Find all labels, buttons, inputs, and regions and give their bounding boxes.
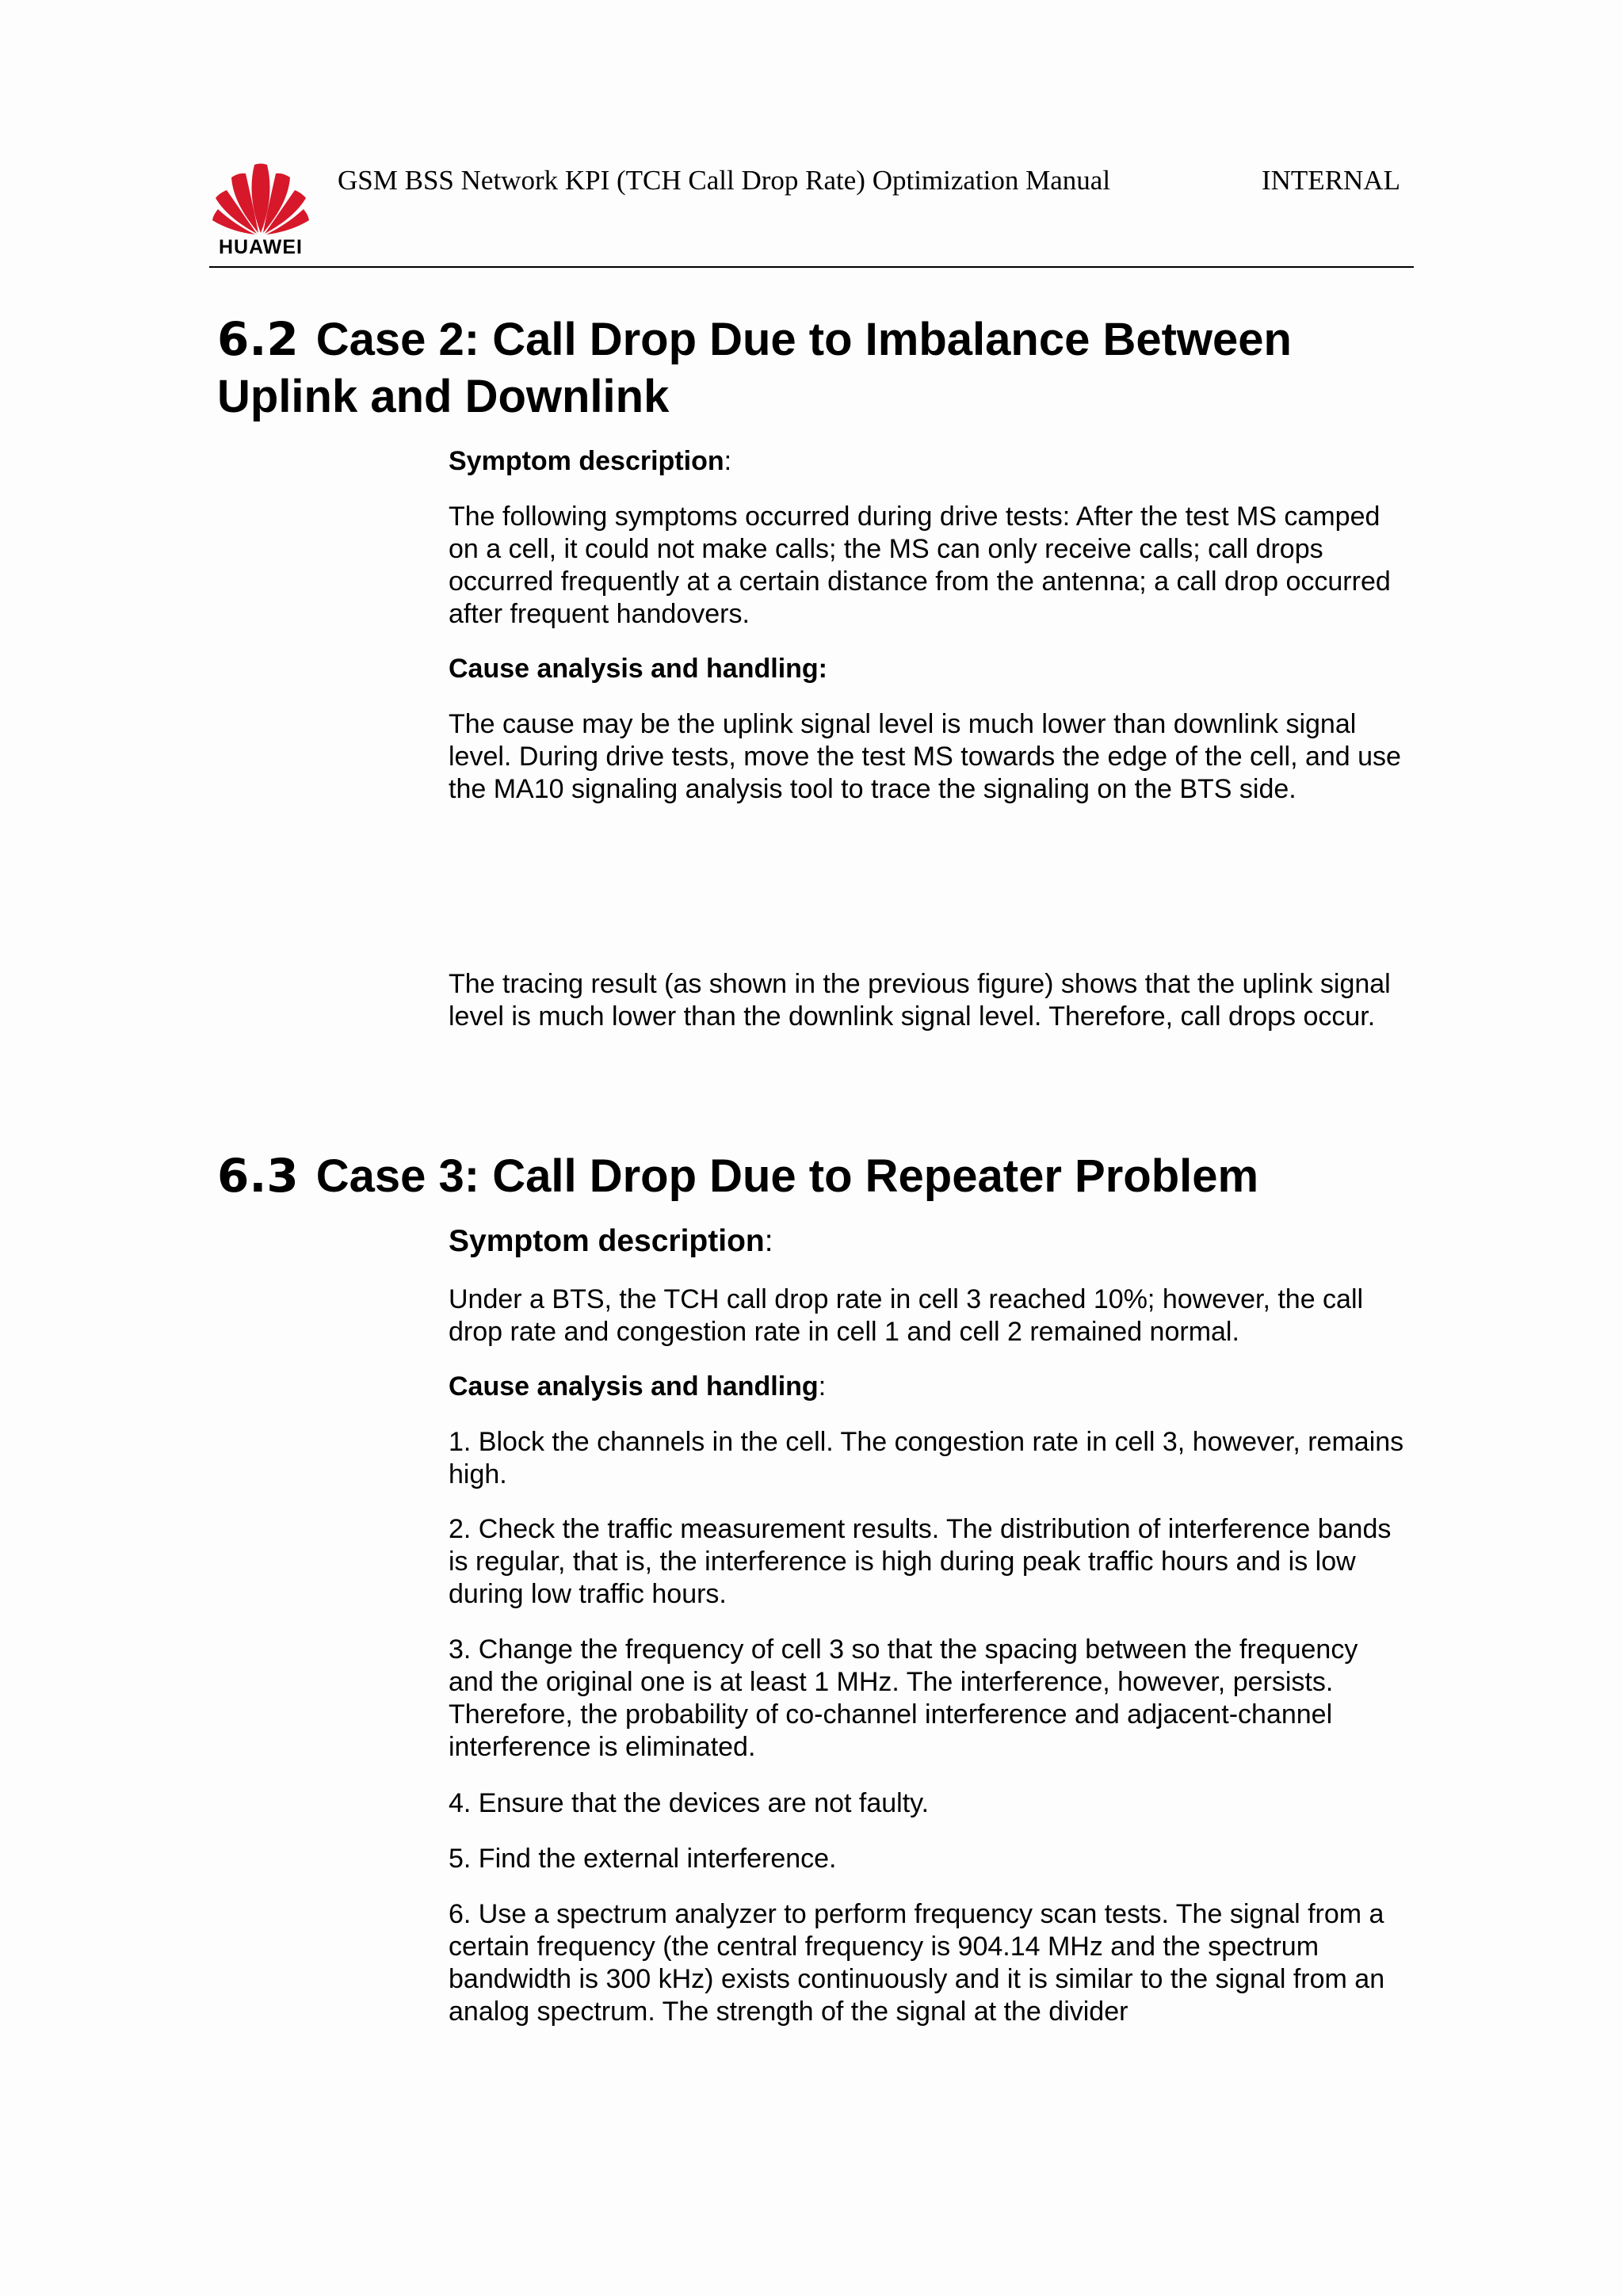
step-3: 3. Change the frequency of cell 3 so that the spacing between the frequency and the original one is at least 1 MHz. The interference, however, persists. Therefore, the probability of co-channel interference and adjacent-channel interference is eliminated. bbox=[449, 1634, 1358, 1762]
step-1: 1. Block the channels in the cell. The congestion rate in cell 3, however, remains high. bbox=[449, 1427, 1404, 1489]
header-divider bbox=[209, 266, 1414, 268]
colon: : bbox=[724, 446, 732, 476]
cause-label: Cause analysis and handling bbox=[449, 1371, 819, 1402]
colon: : bbox=[764, 1224, 773, 1258]
huawei-logo bbox=[211, 160, 311, 258]
classification-label: INTERNAL bbox=[1262, 165, 1400, 196]
cause-paragraph: The cause may be the uplink signal level is much lower than downlink signal level. During drive tests, move the test MS towards the edge of the cell, and use the MA10 signaling analysis tool to trace the signaling on the BTS side. bbox=[449, 709, 1401, 804]
colon: : bbox=[818, 1371, 827, 1402]
symptom-paragraph: Under a BTS, the TCH call drop rate in cell 3 reached 10%; however, the call drop rate and congestion rate in cell 1 and cell 2 remained normal. bbox=[449, 1284, 1364, 1347]
step-2: 2. Check the traffic measurement results. The distribution of interference bands is regular, that is, the interference is high during peak traffic hours and is low during low traffic hours. bbox=[449, 1514, 1392, 1609]
cause-heading bbox=[449, 1371, 1407, 1403]
cause-label: Cause analysis and handling: bbox=[449, 654, 828, 684]
section-number: 6.2 bbox=[217, 312, 299, 366]
section-title-line1: Case 2: Call Drop Due to Imbalance Between bbox=[315, 314, 1292, 365]
symptom-paragraph: The following symptoms occurred during drive tests: After the test MS camped on a cell, it could not make calls; the MS can only receive calls; call drops occurred frequently at a certain distance from the antenna; a call drop occurred after frequent handovers. bbox=[449, 502, 1391, 629]
step-6: 6. Use a spectrum analyzer to perform frequency scan tests. The signal from a certain frequency (the central frequency is 904.14 MHz and the spectrum bandwidth is 300 kHz) exists continuously and it is similar to the signal from an analog spectrum. The strength of the signal at the divider bbox=[449, 1899, 1385, 2027]
symptom-label: Symptom description bbox=[449, 1224, 765, 1258]
huawei-flower-icon bbox=[211, 160, 311, 236]
section-title: Case 3: Call Drop Due to Repeater Problem bbox=[315, 1150, 1259, 1202]
section-number: 6.3 bbox=[217, 1149, 299, 1203]
section-title-line2: Uplink and Downlink bbox=[217, 371, 670, 422]
symptom-heading bbox=[449, 445, 1407, 478]
cause-heading bbox=[449, 653, 1407, 685]
document-title: GSM BSS Network KPI (TCH Call Drop Rate) Optimization Manual bbox=[338, 165, 1111, 196]
symptom-label: Symptom description bbox=[449, 446, 724, 476]
section-6-3-heading bbox=[217, 1147, 1406, 1205]
result-paragraph: The tracing result (as shown in the previous figure) shows that the uplink signal level is much lower than the downlink signal level. Therefore, call drops occur. bbox=[449, 969, 1391, 1032]
step-5: 5. Find the external interference. bbox=[449, 1844, 837, 1874]
logo-wordmark: HUAWEI bbox=[219, 236, 303, 258]
section-6-2-heading bbox=[217, 311, 1406, 425]
symptom-heading bbox=[449, 1225, 1407, 1257]
step-4: 4. Ensure that the devices are not faulty. bbox=[449, 1788, 930, 1818]
